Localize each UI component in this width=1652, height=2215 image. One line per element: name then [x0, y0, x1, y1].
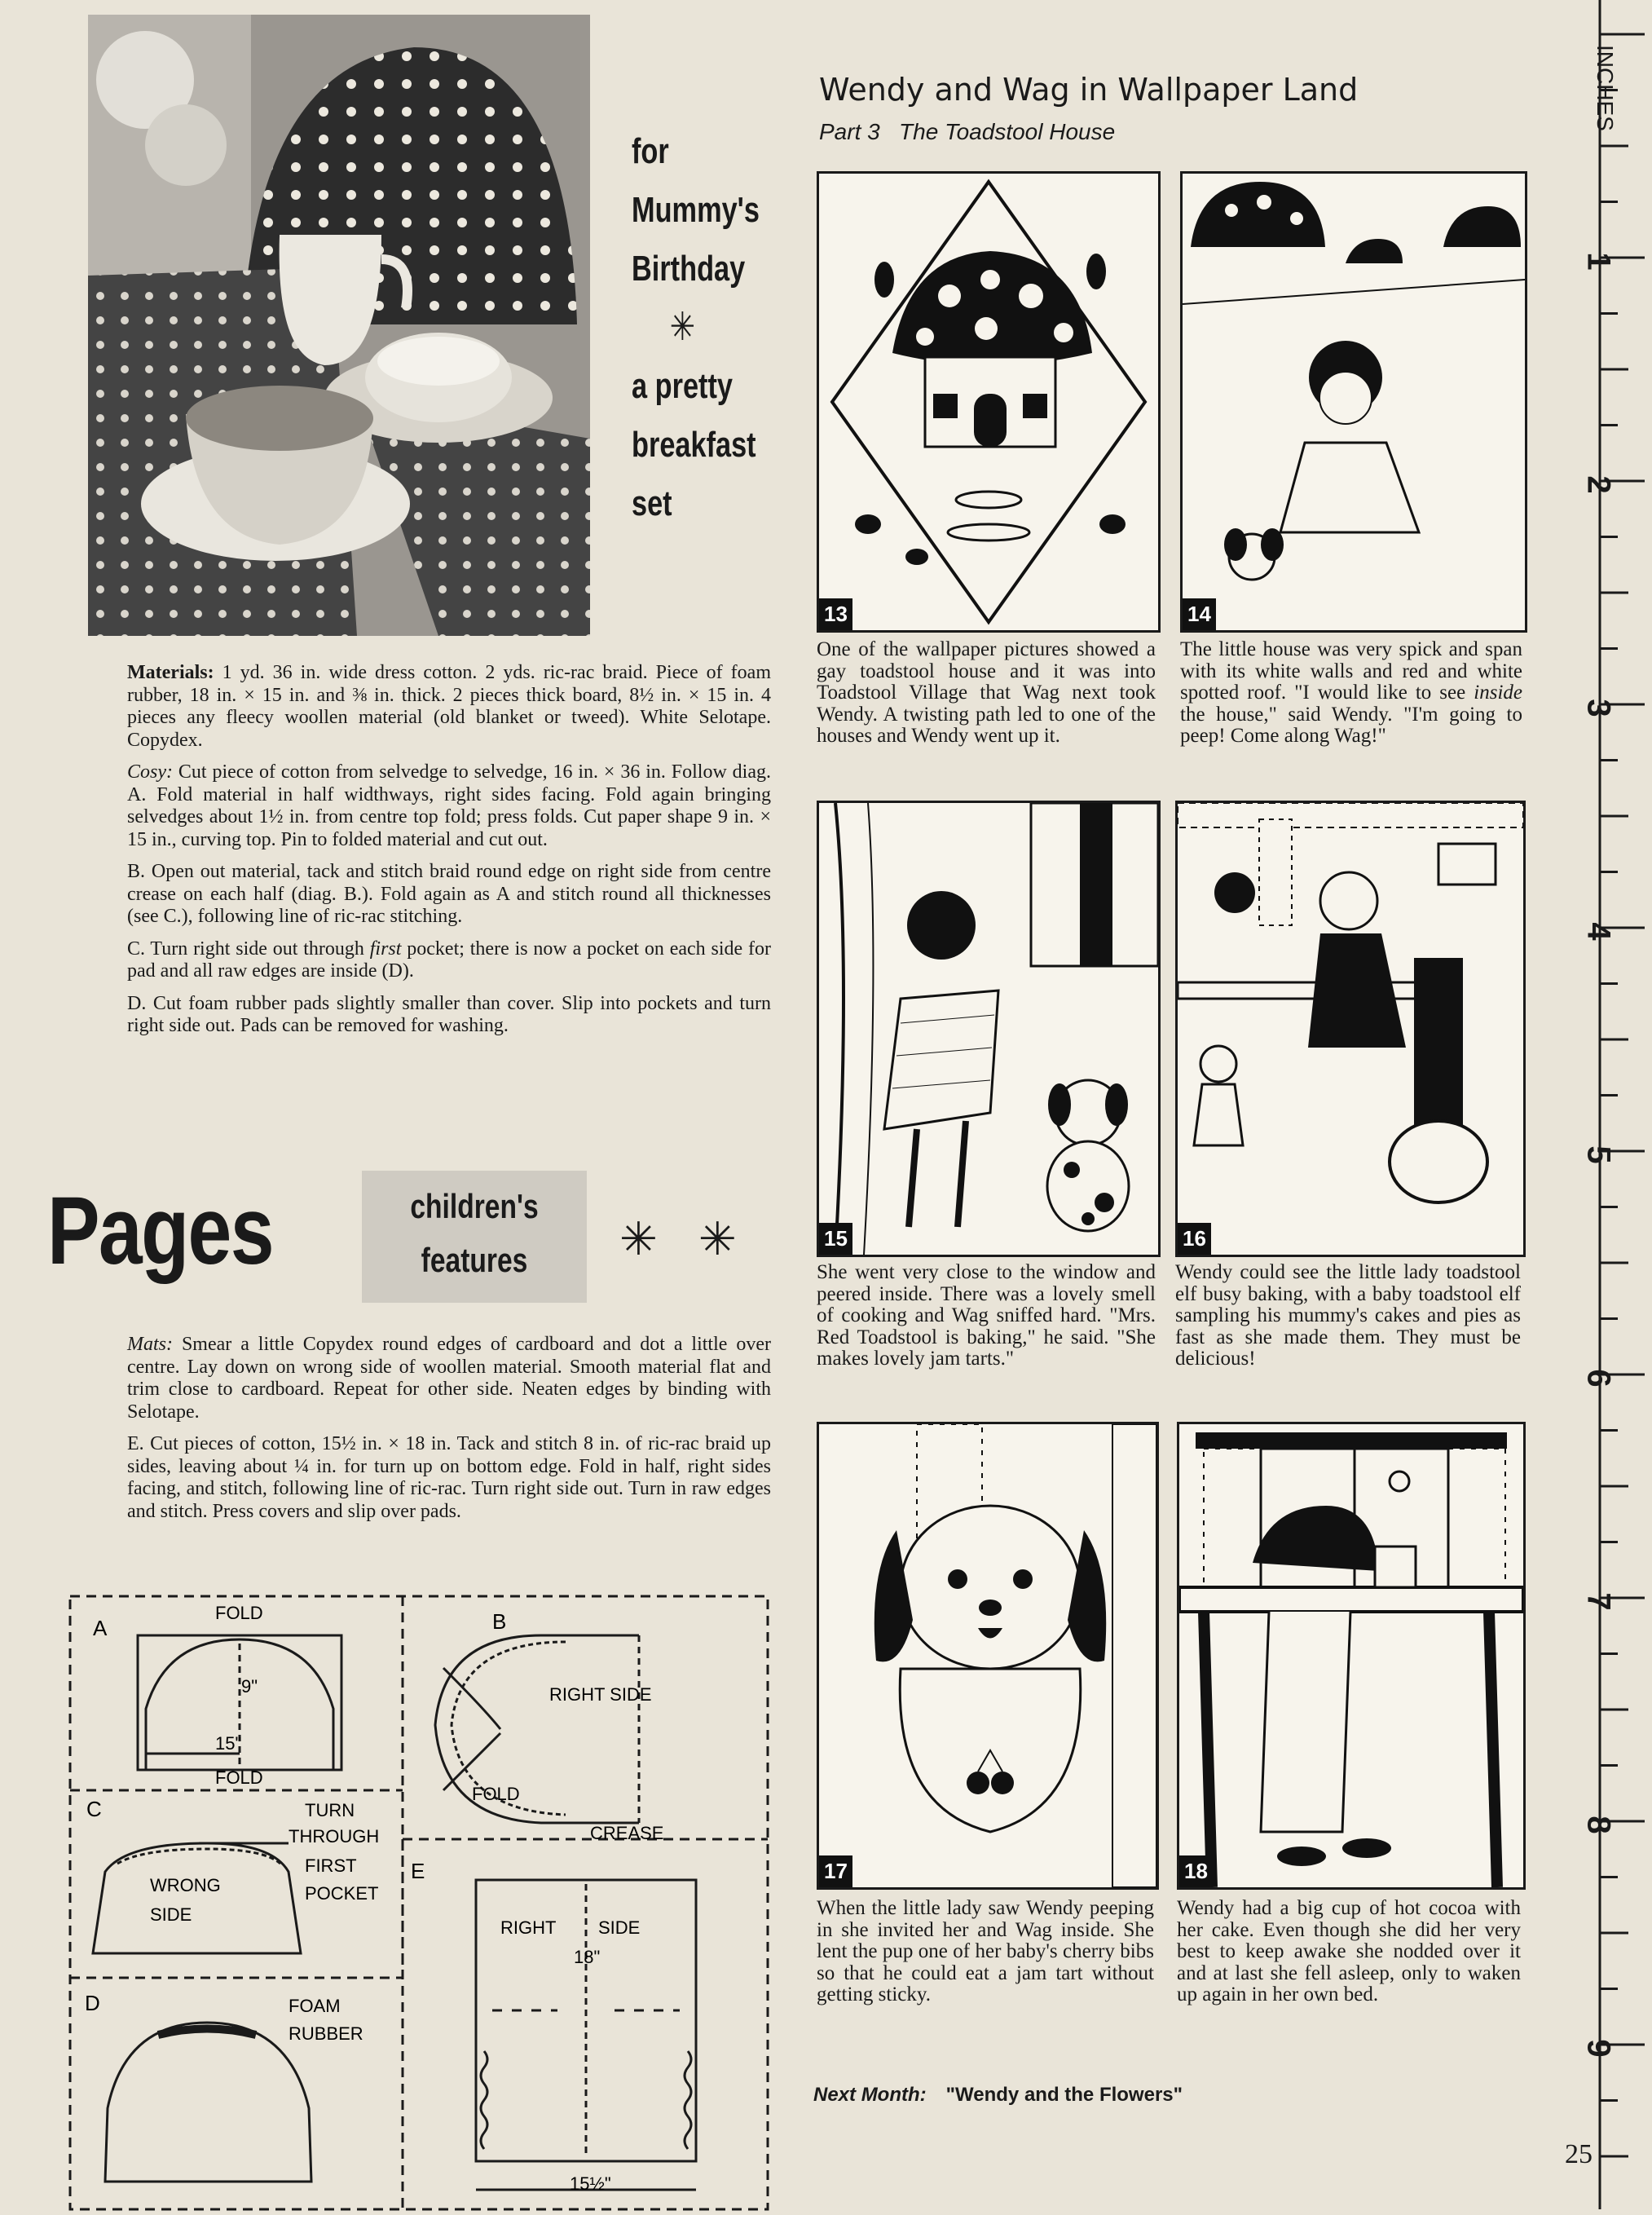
ruler-number: 1 — [1580, 252, 1617, 271]
feature-heading — [632, 122, 772, 533]
heading-line: set — [632, 483, 672, 523]
ruler-number: 3 — [1580, 699, 1617, 717]
ruler-number: 6 — [1580, 1369, 1617, 1388]
heading-line: a pretty — [632, 366, 733, 406]
label-side: SIDE — [150, 1904, 192, 1925]
comic-panel-17 — [817, 1422, 1159, 1890]
panel-number: 15 — [819, 1223, 852, 1255]
panel-number: 13 — [819, 598, 852, 630]
asterisk-icon: ✳ — [669, 306, 696, 349]
label-nine-inch: 9" — [241, 1676, 258, 1697]
label-foam: FOAM — [289, 1996, 341, 2016]
heading-line: Mummy's — [632, 190, 760, 230]
panel-number: 17 — [819, 1855, 852, 1887]
page-number: 25 — [1565, 2139, 1593, 2169]
comic-panel-18 — [1177, 1422, 1526, 1890]
label-pocket: POCKET — [305, 1883, 379, 1904]
breakfast-set-photo — [88, 15, 590, 636]
label-fold: FOLD — [472, 1784, 520, 1804]
label-crease: CREASE — [590, 1823, 664, 1843]
label-first: FIRST — [305, 1855, 357, 1876]
step-d-paragraph: D. Cut foam rubber pads slightly smaller than cover. Slip into pockets and turn right side out. Pads can be removed for washing. — [127, 992, 771, 1036]
next-month — [813, 2084, 1183, 2107]
comic-title: Wendy and Wag in Wallpaper Land — [819, 72, 1359, 108]
label-e: E — [411, 1859, 425, 1883]
cosy-paragraph: Cosy: Cut piece of cotton from selvedge to selvedge, 16 in. × 36 in. Follow diag. A. Fold material in half widthways, right sides facing. Fold again bringing selvedges about 1½ in. from centre top fold; press folds. Cut paper shape 9 in. × 15 in., curving top. Pin to folded material and cut out. — [127, 761, 771, 850]
label-d: D — [85, 1991, 100, 2015]
box-line-2: features — [421, 1241, 528, 1279]
panel-18-caption: Wendy had a big cup of hot cocoa with her cake. Even though she did her very best to keep awake she nodded over it and at last she fell asleep, only to waken up again in her own bed. — [1177, 1897, 1521, 2005]
ruler-number: 8 — [1580, 1816, 1617, 1834]
label-c: C — [86, 1797, 102, 1821]
comic-panel-14 — [1180, 171, 1527, 633]
ruler-number: 7 — [1580, 1592, 1617, 1611]
instructions-bottom — [127, 1334, 771, 1533]
label-turn: TURN — [305, 1800, 355, 1820]
heading-line: Birthday — [632, 249, 746, 289]
next-month-label: Next Month: — [813, 2084, 927, 2106]
label-side: SIDE — [598, 1917, 641, 1938]
sewing-diagram — [68, 1595, 769, 2211]
step-b-paragraph: B. Open out material, tack and stitch braid round edge on right side from centre crease on each half (diag. B.). Fold again as A and stitch round all thicknesses (see C.), following line of ric-rac stitching. — [127, 861, 771, 927]
diagram-b — [435, 1635, 639, 1823]
label-right: RIGHT — [500, 1917, 557, 1938]
label-fifteen-half-inch: 15½" — [570, 2173, 611, 2194]
comic-panel-16 — [1175, 801, 1526, 1257]
label-eighteen-inch: 18" — [574, 1947, 601, 1967]
next-month-title: "Wendy and the Flowers" — [945, 2084, 1183, 2106]
panel-13-caption: One of the wallpaper pictures showed a gay toadstool house and it was into Toadstool Village that Wag next took Wendy. A twisting path led to one of the houses and Wendy went up it. — [817, 638, 1156, 747]
comic-subtitle: Part 3 The Toadstool House — [819, 119, 1116, 144]
label-fold: FOLD — [215, 1603, 263, 1623]
diagram-c — [93, 1843, 301, 1953]
heading-line: breakfast — [632, 425, 756, 465]
ruler-label: INCHES — [1593, 45, 1618, 131]
panel-17-caption: When the little lady saw Wendy peeping in she invited her and Wag inside. She lent the pup one of her baby's cherry bibs so that he could eat a jam tart without getting sticky. — [817, 1897, 1154, 2005]
ruler-number: 2 — [1580, 475, 1617, 494]
label-through: THROUGH — [289, 1826, 380, 1847]
label-right-side: RIGHT SIDE — [549, 1684, 652, 1705]
box-line-1: children's — [410, 1187, 539, 1225]
heading-line: for — [632, 131, 669, 171]
ruler-number: 9 — [1580, 2039, 1617, 2058]
comic-panel-13 — [817, 171, 1161, 633]
pages-heading: Pages — [47, 1177, 273, 1285]
label-rubber: RUBBER — [289, 2023, 363, 2044]
panel-15-caption: She went very close to the window and peered inside. There was a lovely smell of cooking and Wag sniffed hard. "Mrs. Red Toadstool is baking," he said. "She makes lovely jam tarts." — [817, 1261, 1156, 1370]
comic-panel-15 — [817, 801, 1161, 1257]
diagram-d — [105, 2023, 311, 2182]
ruler-number: 5 — [1580, 1145, 1617, 1164]
step-c-paragraph: C. Turn right side out through first pocket; there is now a pocket on each side for pad and all raw edges are inside (D). — [127, 938, 772, 982]
inch-ruler — [1577, 0, 1652, 2209]
panel-number: 18 — [1179, 1855, 1213, 1887]
label-b: B — [492, 1609, 507, 1634]
asterisk-icon: ✳✳ — [619, 1213, 778, 1266]
instructions-top — [127, 662, 771, 1048]
step-e-paragraph: E. Cut pieces of cotton, 15½ in. × 18 in. Tack and stitch 8 in. of ric-rac braid up sides, leaving about ¼ in. for turn up on bottom edge. Fold in half, right sides facing, and stitch, following line of ric-rac. Turn right side out. Turn in raw edges and stitch. Press covers and slip over pads. — [127, 1433, 771, 1522]
mats-paragraph: Mats: Smear a little Copydex round edges of cardboard and dot a little over centre. Lay down on wrong side of woollen material. Smooth material flat and trim close to cardboard. Repeat for other side. Neaten edges by binding with Selotape. — [127, 1334, 771, 1423]
materials-paragraph: Materials: 1 yd. 36 in. wide dress cotton. 2 yds. ric-rac braid. Piece of foam rubber, 18 in. × 15 in. and ⅜ in. thick. 2 pieces thick board, 8½ in. × 15 in. 4 pieces any fleecy woollen material (old blanket or tweed). White Selotape. Copydex. — [127, 662, 771, 751]
panel-14-caption: The little house was very spick and span with its white walls and red and white spotted roof. "I would like to see inside the house," said Wendy. "I'm going to peep! Come along Wag!" — [1180, 638, 1522, 747]
childrens-features-box — [362, 1171, 587, 1303]
label-fold: FOLD — [215, 1767, 263, 1788]
ruler-number: 4 — [1580, 922, 1617, 941]
label-wrong: WRONG — [150, 1875, 221, 1895]
panel-number: 16 — [1178, 1223, 1211, 1255]
panel-16-caption: Wendy could see the little lady toadstool elf busy baking, with a baby toadstool elf sampling his mummy's cakes and pies as fast as she made them. They must be delicious! — [1175, 1261, 1521, 1370]
label-a: A — [93, 1616, 108, 1640]
panel-number: 14 — [1183, 598, 1216, 630]
label-fifteen-inch: 15" — [215, 1733, 242, 1754]
